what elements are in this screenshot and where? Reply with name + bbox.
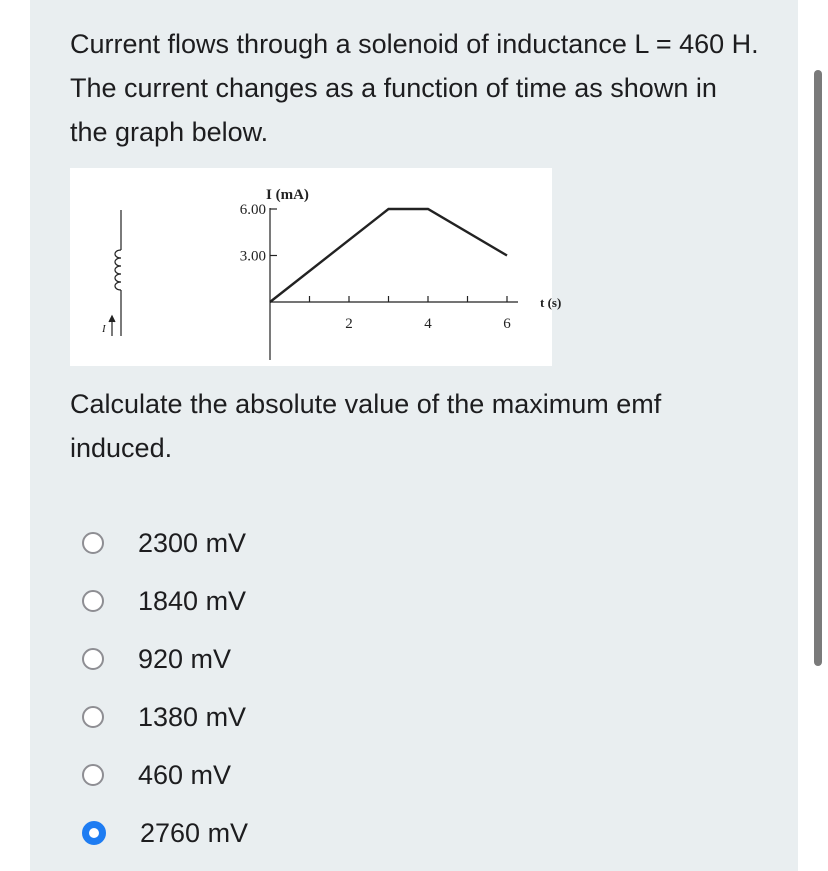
graph-axes: [270, 208, 518, 360]
answer-option-label: 1840 mV: [138, 585, 247, 616]
radio-selected-icon[interactable]: [82, 821, 106, 845]
prompt-text: Calculate the absolute value of the maximum emf induced.: [70, 389, 662, 463]
answer-option[interactable]: [82, 634, 382, 684]
answer-option[interactable]: [82, 518, 382, 568]
question-card: [30, 0, 798, 871]
answer-option-label: 1380 mV: [138, 701, 247, 732]
answer-option[interactable]: [82, 750, 382, 800]
current-symbol: I: [102, 323, 106, 335]
radio-icon[interactable]: [82, 706, 104, 728]
question-figure: [70, 168, 562, 366]
radio-icon[interactable]: [82, 764, 104, 786]
answer-option-label: 460 mV: [138, 759, 232, 790]
x-axis-label: t (s): [540, 295, 562, 310]
answer-option-label: 2300 mV: [138, 527, 247, 558]
x-tick-label: 2: [345, 316, 353, 332]
y-ticks: [240, 202, 277, 265]
answer-option[interactable]: [82, 808, 382, 858]
answer-option[interactable]: [82, 576, 382, 626]
radio-icon[interactable]: [82, 648, 104, 670]
y-axis-label: I (mA): [266, 187, 309, 203]
x-tick-label: 6: [503, 316, 511, 332]
radio-icon[interactable]: [82, 532, 104, 554]
current-time-graph: [70, 168, 562, 366]
answer-option[interactable]: [82, 692, 382, 742]
y-tick-label: 3.00: [239, 248, 266, 265]
radio-icon[interactable]: [82, 590, 104, 612]
y-tick-label: 6.00: [239, 202, 266, 218]
answer-option-label: 2760 mV: [140, 817, 249, 848]
solenoid-icon: [109, 210, 121, 336]
scrollbar[interactable]: [814, 70, 822, 666]
answer-option-label: 920 mV: [138, 643, 232, 674]
current-series-line: [270, 209, 507, 302]
x-tick-label: 4: [424, 316, 432, 332]
question-text: Current flows through a solenoid of inductance L = 460 H. The current changes as a function of time as shown in the graph below.: [70, 29, 759, 147]
